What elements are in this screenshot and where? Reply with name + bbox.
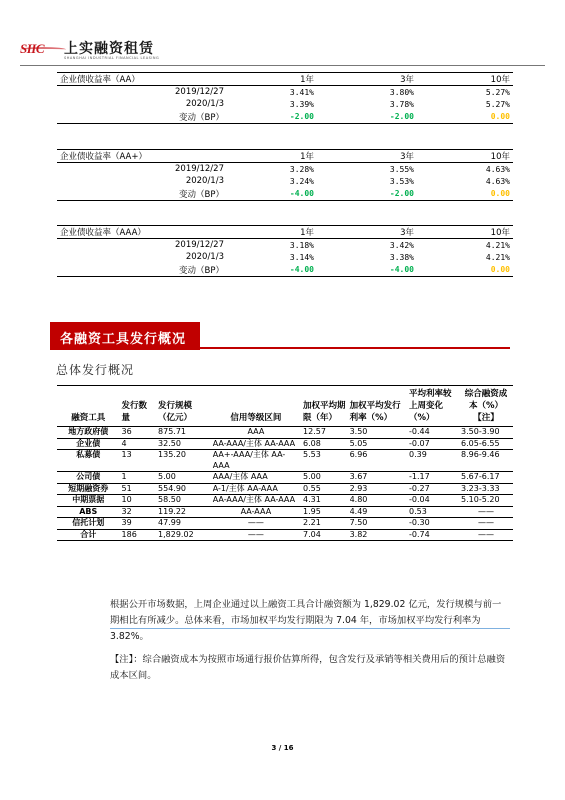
header-divider [20,65,545,66]
col-3y: 3年 [317,73,417,86]
col-10y: 10年 [417,73,513,86]
cell-1y: 3.24% [289,176,314,186]
cell-10y: 5.27% [485,99,510,109]
header-cost: 综合融资成本（%）【注】 [459,386,513,427]
col-3y: 3年 [317,150,417,163]
issue-count: 13 [120,450,157,472]
yield-table-aaa [57,225,513,277]
yield-table-title: 企业债收益率（AA+） [57,150,227,163]
financing-cost: 8.96-9.46 [459,450,513,472]
issue-size: 1,829.02 [156,529,211,541]
financing-cost: 5.10-5.20 [459,495,513,507]
row-change-label: 变动（BP） [57,111,227,124]
cell-3y-change: -4.00 [317,264,417,277]
instrument-name: 地方政府债 [68,427,109,436]
financing-cost: 5.67-6.17 [459,472,513,484]
cell-10y-change: 0.00 [417,111,513,124]
note-paragraph: 【注】：综合融资成本为按照市场通行报价估算所得，包含发行及承销等相关费用后的预计总融资成本区间。 [110,654,506,681]
credit-rating: AAA/主体 AAA [211,472,301,484]
cell-1y: 3.39% [289,99,314,109]
instrument-name: 私募债 [57,450,120,472]
avg-rate: 6.96 [348,450,407,472]
avg-term: 5.00 [301,472,348,484]
credit-rating: —— [211,529,301,541]
credit-rating: AA+-AAA/主体 AA-AAA [211,450,301,472]
credit-rating: AAA [247,427,265,436]
avg-rate: 3.67 [348,472,407,484]
col-1y: 1年 [227,226,317,239]
financing-cost: —— [459,529,513,541]
issue-size: 119.22 [156,506,211,518]
avg-term: 6.08 [301,438,348,450]
cell-3y: 3.78% [389,99,414,109]
issue-size: 875.71 [158,427,187,436]
yield-table-header [57,150,513,163]
cell-3y-change: -2.00 [317,188,417,201]
avg-term: 1.95 [301,506,348,518]
header-count: 发行数量 [120,386,157,427]
cell-10y: 4.21% [485,240,510,250]
paragraph-underline [110,628,510,629]
table-row [57,506,513,518]
issue-size: 32.50 [156,438,211,450]
instrument-name: 企业债 [57,438,120,450]
row-date: 2020/1/3 [185,176,224,187]
table-row-change [57,188,513,201]
rate-change: -0.07 [407,438,459,450]
col-1y: 1年 [227,150,317,163]
instrument-name: 合计 [57,529,120,541]
row-date: 2019/12/27 [175,240,224,250]
credit-rating: A-1/主体 AA-AAA [211,483,301,495]
avg-rate: 7.50 [348,518,407,530]
avg-rate: 3.50 [349,427,368,436]
table-row [57,518,513,530]
instrument-name: 公司债 [57,472,120,484]
cell-1y-change: -4.00 [227,188,317,201]
yield-table-header [57,73,513,86]
issue-count: 186 [120,529,157,541]
avg-term: 4.31 [301,495,348,507]
header-rating: 信用等级区间 [211,386,301,427]
avg-term: 7.04 [301,529,348,541]
issue-count: 10 [120,495,157,507]
cell-10y: 5.27% [485,87,510,97]
avg-rate: 2.93 [348,483,407,495]
cell-1y-change: -4.00 [227,264,317,277]
credit-rating: AA-AAA/主体 AA-AAA [211,495,301,507]
rate-change: -0.04 [407,495,459,507]
row-date: 2020/1/3 [185,99,224,110]
issue-count: 39 [120,518,157,530]
page-header [0,0,565,66]
row-change-label: 变动（BP） [57,188,227,201]
company-logo [20,41,70,59]
cell-1y: 3.41% [289,87,314,97]
header-term: 加权平均期限（年） [301,386,348,427]
issue-count: 51 [120,483,157,495]
col-10y: 10年 [417,150,513,163]
table-row [57,483,513,495]
cell-1y: 3.28% [289,164,314,174]
cell-10y: 4.21% [485,252,510,262]
credit-rating: AA-AAA/主体 AA-AAA [211,438,301,450]
yield-table-title: 企业债收益率（AAA） [57,226,227,239]
credit-rating: AA-AAA [211,506,301,518]
row-date: 2019/12/27 [175,164,224,174]
financing-cost: 3.50-3.90 [461,427,500,436]
avg-rate: 3.82 [348,529,407,541]
cell-10y-change: 0.00 [417,188,513,201]
cell-1y-change: -2.00 [227,111,317,124]
row-date: 2019/12/27 [175,87,224,97]
avg-term: 5.53 [301,450,348,472]
col-10y: 10年 [417,226,513,239]
yield-table-title: 企业债收益率（AA） [57,73,227,86]
section-banner [50,322,510,350]
table-row-change [57,264,513,277]
section-title: 各融资工具发行概况 [60,332,187,347]
issue-size: 47.99 [156,518,211,530]
issue-count: 1 [120,472,157,484]
logo-mark-text: SIIC [20,41,45,56]
credit-rating: —— [211,518,301,530]
issuance-table [57,385,513,541]
cell-1y: 3.18% [289,240,314,250]
cell-3y: 3.38% [389,252,414,262]
issuance-table-header [57,386,513,427]
cell-10y-change: 0.00 [417,264,513,277]
summary-paragraph: 根据公开市场数据，上周企业通过以上融资工具合计融资额为 1,829.02 亿元，发行规模与前一期相比有所减少。总体来看，市场加权平均发行期限为 7.04 年，市场加权平均发行利率为 3.82%。 [110,599,502,642]
issue-size: 554.90 [156,483,211,495]
yield-table-header [57,226,513,239]
instrument-name: ABS [57,506,120,518]
company-name: 上实融资租赁 [64,41,154,57]
cell-3y: 3.55% [389,164,414,174]
avg-rate: 4.80 [348,495,407,507]
issue-size: 58.50 [156,495,211,507]
avg-rate: 5.05 [348,438,407,450]
rate-change: 0.39 [407,450,459,472]
header-rate-change: 平均利率较上周变化（%） [407,386,459,427]
avg-term: 2.21 [301,518,348,530]
table-row [57,450,513,472]
avg-rate: 4.49 [348,506,407,518]
rate-change: -0.30 [407,518,459,530]
cell-10y: 4.63% [485,164,510,174]
issue-size: 135.20 [156,450,211,472]
page-number: 3 / 16 [271,744,294,752]
issue-count: 32 [120,506,157,518]
instrument-name: 信托计划 [57,518,120,530]
table-row [57,98,513,111]
financing-cost: 3.23-3.33 [459,483,513,495]
issue-count: 4 [120,438,157,450]
financing-cost: 6.05-6.55 [459,438,513,450]
rate-change: -0.74 [407,529,459,541]
header-rate: 加权平均发行利率（%） [348,386,407,427]
cell-3y: 3.53% [389,176,414,186]
table-row [57,163,513,176]
instrument-name: 短期融资券 [57,483,120,495]
cell-10y: 4.63% [485,176,510,186]
rate-change: -0.27 [407,483,459,495]
table-row-change [57,111,513,124]
header-size: 发行规模（亿元） [156,386,211,427]
logo-swoosh-icon [20,47,66,52]
table-row [57,251,513,264]
avg-term: 0.55 [301,483,348,495]
avg-term: 12.57 [303,427,326,436]
row-change-label: 变动（BP） [57,264,227,277]
cell-1y: 3.14% [289,252,314,262]
rate-change: -0.44 [409,427,430,436]
cell-3y: 3.80% [389,87,414,97]
issue-count: 36 [121,427,132,436]
col-3y: 3年 [317,226,417,239]
yield-table-aa-plus [57,149,513,201]
table-row [57,472,513,484]
rate-change: -1.17 [407,472,459,484]
table-row [57,239,513,252]
table-row-total [57,529,513,541]
table-row [57,86,513,99]
table-row [57,427,513,439]
financing-cost: —— [459,506,513,518]
section-banner-rule [200,347,510,349]
financing-cost: —— [459,518,513,530]
instrument-name: 中期票据 [57,495,120,507]
cell-3y: 3.42% [389,240,414,250]
company-name-en: SHANGHAI INDUSTRIAL FINANCIAL LEASING [64,56,160,60]
cell-3y-change: -2.00 [317,111,417,124]
yield-table-aa [57,72,513,124]
subsection-title: 总体发行概况 [56,363,135,377]
row-date: 2020/1/3 [185,252,224,263]
issue-size: 5.00 [156,472,211,484]
header-instrument: 融资工具 [57,386,120,427]
table-row [57,495,513,507]
col-1y: 1年 [227,73,317,86]
table-row [57,438,513,450]
rate-change: 0.53 [407,506,459,518]
table-row [57,175,513,188]
